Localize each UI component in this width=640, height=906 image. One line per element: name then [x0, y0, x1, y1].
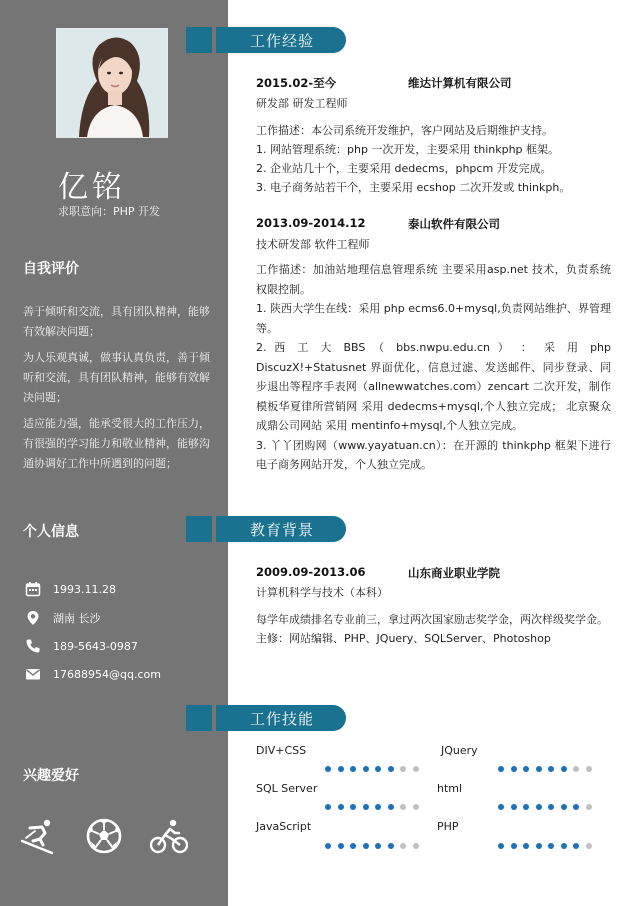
soccer-ball-icon — [85, 817, 123, 855]
skill-dot-filled — [536, 804, 542, 810]
skill-dot-filled — [350, 804, 356, 810]
edu-major: 计算机科学与技术（本科） — [256, 586, 388, 599]
skill-dot-filled — [573, 843, 579, 849]
section-title: 工作技能 — [250, 710, 315, 728]
skill-dot-filled — [350, 843, 356, 849]
skill-dot-filled — [498, 766, 504, 772]
skill-dot-filled — [363, 766, 369, 772]
skill-dot-filled — [498, 843, 504, 849]
edu-line: 每学年成绩排名专业前三，拿过两次国家励志奖学金，两次样级奖学金。 — [256, 613, 608, 626]
skill-dot-filled — [325, 766, 331, 772]
skill-dot-filled — [573, 804, 579, 810]
cycling-icon — [150, 817, 188, 855]
job-period: 2013.09-2014.12 — [256, 216, 366, 230]
skill-dot-empty — [400, 766, 406, 772]
skill-dot-filled — [363, 843, 369, 849]
skill-dot-filled — [388, 843, 394, 849]
skill-dots — [498, 843, 598, 849]
skill-name: JavaScript — [256, 820, 312, 833]
job-line: 1. 网站管理系统：php 一次开发，主要采用 thinkphp 框架。 — [256, 143, 560, 156]
skill-dot-filled — [548, 804, 554, 810]
skill-dot-filled — [511, 804, 517, 810]
section-title: 工作经验 — [250, 32, 315, 50]
skill-dot-filled — [325, 843, 331, 849]
birthday-text: 1993.11.28 — [53, 582, 116, 596]
skill-dot-empty — [586, 804, 592, 810]
skill-dot-filled — [325, 804, 331, 810]
job-period: 2015.02-至今 — [256, 76, 337, 90]
skill-name: SQL Server — [256, 782, 318, 795]
job-dept-role: 技术研发部 软件工程师 — [256, 238, 370, 251]
skill-dot-filled — [536, 843, 542, 849]
skill-dot-filled — [388, 804, 394, 810]
skill-name: DIV+CSS — [256, 744, 307, 757]
skill-dots — [325, 766, 425, 772]
skill-dot-filled — [523, 843, 529, 849]
location-pin-icon — [25, 610, 41, 626]
location-row — [25, 610, 101, 626]
email-row — [25, 666, 161, 682]
skill-dot-filled — [375, 804, 381, 810]
job-paragraph: 3. 丫丫团购网（www.yayatuan.cn）：在开源的 thinkphp 框架下进行电子商务网站开发，个人独立完成。 — [256, 438, 611, 471]
calendar-icon — [25, 581, 41, 597]
self-eval-paragraph: 善于倾听和交流，具有团队精神，能够有效解决问题； — [23, 305, 210, 338]
phone-row — [25, 638, 138, 654]
skill-dot-filled — [338, 766, 344, 772]
skill-dot-empty — [586, 766, 592, 772]
skill-dot-filled — [561, 804, 567, 810]
edu-school: 山东商业职业学院 — [408, 566, 500, 580]
self-eval-paragraph: 为人乐观真诚，做事认真负责，善于倾听和交流，具有团队精神，能够有效解决问题； — [23, 351, 210, 404]
section-header-experience — [186, 27, 346, 53]
skill-name: html — [437, 782, 463, 795]
personal-info-heading: 个人信息 — [23, 524, 79, 540]
skill-dot-filled — [363, 804, 369, 810]
edu-period: 2009.09-2013.06 — [256, 565, 366, 579]
envelope-icon — [25, 666, 41, 682]
job-company: 维达计算机有限公司 — [408, 76, 512, 90]
phone-text: 189-5643-0987 — [53, 639, 138, 653]
skill-dot-filled — [523, 804, 529, 810]
section-title: 教育背景 — [250, 521, 315, 539]
skill-dot-filled — [388, 766, 394, 772]
job-paragraph: 2. 西 工 大 BBS （ bbs.nwpu.edu.cn ） ： 采 用 php DiscuzX!+Statusnet 界面优化，信息过滤、发送邮件、同步登录、同步退出等程序手表网（allnewwatches.com）zencart 二次开发，制作模板华夏律所营销网 采用 dedecms+mysql,个人独立完成； 北京聚众成鼎公司网站 采用 mentinfo+mysql,个人独立完成。 — [256, 341, 611, 432]
birthday-row — [25, 581, 116, 597]
skill-dot-empty — [413, 766, 419, 772]
job-line: 3. 电子商务站若干个，主要采用 ecshop 二次开发或 thinkph。 — [256, 181, 571, 194]
skill-dot-empty — [573, 766, 579, 772]
edu-line: 主修：网站编辑、PHP、JQuery、SQLServer、Photoshop — [256, 632, 551, 645]
skiing-icon — [20, 817, 58, 855]
skill-name: PHP — [437, 820, 459, 833]
skill-dot-filled — [375, 843, 381, 849]
skill-dot-filled — [548, 843, 554, 849]
sidebar — [0, 0, 228, 906]
skill-dot-filled — [561, 766, 567, 772]
skill-dots — [325, 804, 425, 810]
job-company: 泰山软件有限公司 — [408, 217, 500, 231]
job-paragraph: 工作描述：加油站地理信息管理系统 主要采用asp.net 技术，负责系统权限控制。 — [256, 263, 611, 296]
candidate-name: 亿铭 — [58, 170, 126, 205]
hobbies-heading: 兴趣爱好 — [23, 768, 79, 784]
skill-dot-filled — [511, 843, 517, 849]
self-eval-heading: 自我评价 — [23, 261, 79, 277]
job-description — [256, 260, 611, 475]
phone-icon — [25, 638, 41, 654]
skill-dot-empty — [413, 843, 419, 849]
skill-name: JQuery — [441, 744, 478, 757]
skill-dot-filled — [375, 766, 381, 772]
profile-photo — [56, 28, 168, 138]
skill-dot-filled — [498, 804, 504, 810]
skill-dot-filled — [548, 766, 554, 772]
skill-dots — [498, 804, 598, 810]
section-header-education — [186, 516, 346, 542]
job-line: 2. 企业站几十个，主要采用 dedecms，phpcm 开发完成。 — [256, 162, 552, 175]
skill-dot-filled — [338, 843, 344, 849]
skill-dots — [325, 843, 425, 849]
skill-dot-empty — [413, 804, 419, 810]
skill-dots — [498, 766, 598, 772]
job-intent: 求职意向：PHP 开发 — [58, 205, 161, 218]
skill-dot-filled — [536, 766, 542, 772]
skill-dot-empty — [400, 843, 406, 849]
skill-dot-filled — [523, 766, 529, 772]
skill-dot-filled — [350, 766, 356, 772]
job-line: 工作描述：本公司系统开发维护，客户网站及后期维护支持。 — [256, 124, 553, 137]
location-text: 湖南 长沙 — [53, 612, 101, 625]
job-paragraph: 1. 陕西大学生在线：采用 php ecms6.0+mysql,负责网站维护、界管理等。 — [256, 302, 611, 335]
skill-dot-empty — [586, 843, 592, 849]
section-header-skills — [186, 705, 346, 731]
skill-dot-empty — [400, 804, 406, 810]
email-text: 17688954@qq.com — [53, 667, 161, 681]
skill-dot-filled — [561, 843, 567, 849]
skill-dot-filled — [338, 804, 344, 810]
skill-dot-filled — [511, 766, 517, 772]
job-dept-role: 研发部 研发工程师 — [256, 97, 348, 110]
self-eval-paragraph: 适应能力强，能承受很大的工作压力，有很强的学习能力和敬业精神，能够沟通协调好工作中所遇到的问题； — [23, 417, 210, 470]
